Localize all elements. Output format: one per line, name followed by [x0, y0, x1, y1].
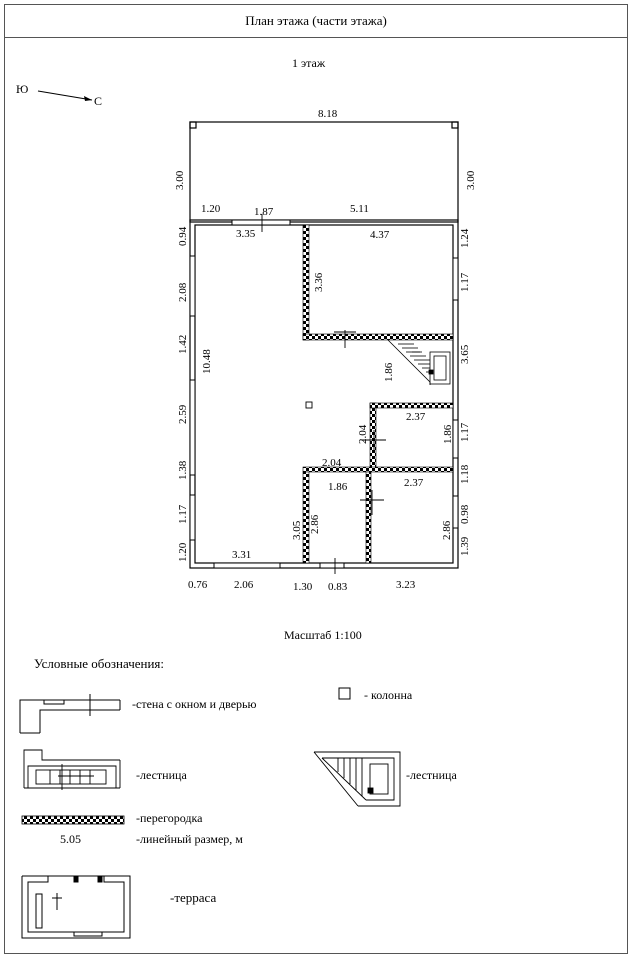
dim-room-2-86a: 2.86 — [309, 514, 321, 534]
dim-right-3-65: 3.65 — [459, 344, 471, 364]
legend-title: Условные обозначения: — [34, 656, 165, 671]
legend-column-icon — [339, 688, 350, 699]
dim-right-1-24: 1.24 — [459, 228, 471, 248]
dim-bottom-2-06: 2.06 — [234, 579, 254, 591]
dim-room-2-37a: 2.37 — [406, 411, 426, 423]
dim-seg-1-20: 1.20 — [201, 203, 221, 215]
dim-bottom-0-83: 0.83 — [328, 581, 348, 593]
left-wall-windows — [190, 256, 195, 540]
dim-left-1-42: 1.42 — [177, 334, 189, 354]
dim-left-2-08: 2.08 — [177, 282, 189, 302]
legend-linear-label: -линейный размер, м — [136, 832, 243, 846]
dim-room-2-37b: 2.37 — [404, 477, 424, 489]
legend-partition-label: -перегородка — [136, 811, 203, 825]
page-title: План этажа (части этажа) — [245, 12, 387, 28]
dim-room-1-86b: 1.86 — [328, 481, 348, 493]
dim-room-2-04b: 2.04 — [322, 457, 342, 469]
dim-inner-10-48: 10.48 — [201, 349, 213, 374]
exterior-walls — [190, 220, 458, 568]
dim-right-1-17a: 1.17 — [459, 272, 471, 292]
dim-seg-3-35: 3.35 — [236, 228, 256, 240]
legend-stair-label: -лестница — [136, 768, 187, 782]
compass-south-label: Ю — [16, 82, 29, 96]
legend-wall-icon — [20, 694, 120, 733]
bottom-wall-openings — [214, 563, 344, 568]
dim-terrace-left: 3.00 — [174, 170, 186, 190]
legend-terrace-label: -терраса — [170, 890, 217, 905]
dim-3-36: 3.36 — [313, 272, 325, 292]
legend-stair-2-icon — [314, 752, 400, 806]
dim-room-2-86b: 2.86 — [441, 520, 453, 540]
dim-seg-5-11: 5.11 — [350, 203, 369, 215]
terrace-outline — [190, 122, 458, 222]
legend-column-label: - колонна — [364, 688, 413, 702]
floor-label: 1 этаж — [292, 56, 326, 70]
legend-stair-2-label: -лестница — [406, 768, 457, 782]
dim-right-0-98: 0.98 — [459, 504, 471, 524]
dim-stair-1-86: 1.86 — [383, 362, 395, 382]
scale-label: Масштаб 1:100 — [284, 628, 362, 642]
dim-top-width: 8.18 — [318, 108, 338, 120]
partitions — [303, 225, 453, 563]
dim-room-1-86a: 1.86 — [442, 424, 454, 444]
column-icon — [306, 402, 312, 408]
dim-left-1-38: 1.38 — [177, 460, 189, 480]
dim-right-1-18: 1.18 — [459, 464, 471, 484]
dim-left-1-20: 1.20 — [177, 542, 189, 562]
legend-terrace-icon — [22, 876, 130, 938]
dim-bottom-1-30: 1.30 — [293, 581, 313, 593]
dim-left-2-59: 2.59 — [177, 404, 189, 424]
top-wall-openings — [232, 220, 290, 225]
dim-bottom-0-76: 0.76 — [188, 579, 208, 591]
legend-partition-icon — [22, 816, 124, 824]
dim-right-1-17b: 1.17 — [459, 422, 471, 442]
right-wall-windows — [453, 258, 458, 528]
dim-left-0-94: 0.94 — [177, 226, 189, 246]
compass-arrow-icon — [38, 91, 92, 101]
legend-wall-label: -стена с окном и дверью — [132, 697, 257, 711]
compass-north-label: С — [94, 94, 103, 108]
dim-left-1-17: 1.17 — [177, 504, 189, 524]
legend-linear-value: 5.05 — [60, 832, 81, 846]
dim-room-3-05: 3.05 — [291, 520, 303, 540]
dim-seg-1-87: 1.87 — [254, 206, 274, 218]
dim-bottom-3-23: 3.23 — [396, 579, 416, 591]
stair-icon — [388, 340, 450, 385]
dim-room-2-04a: 2.04 — [357, 424, 369, 444]
dim-seg-4-37: 4.37 — [370, 229, 390, 241]
legend-stair-icon — [24, 750, 120, 790]
dim-terrace-right: 3.00 — [465, 170, 477, 190]
dim-bottom-3-31: 3.31 — [232, 549, 252, 561]
dim-right-1-39: 1.39 — [459, 536, 471, 556]
